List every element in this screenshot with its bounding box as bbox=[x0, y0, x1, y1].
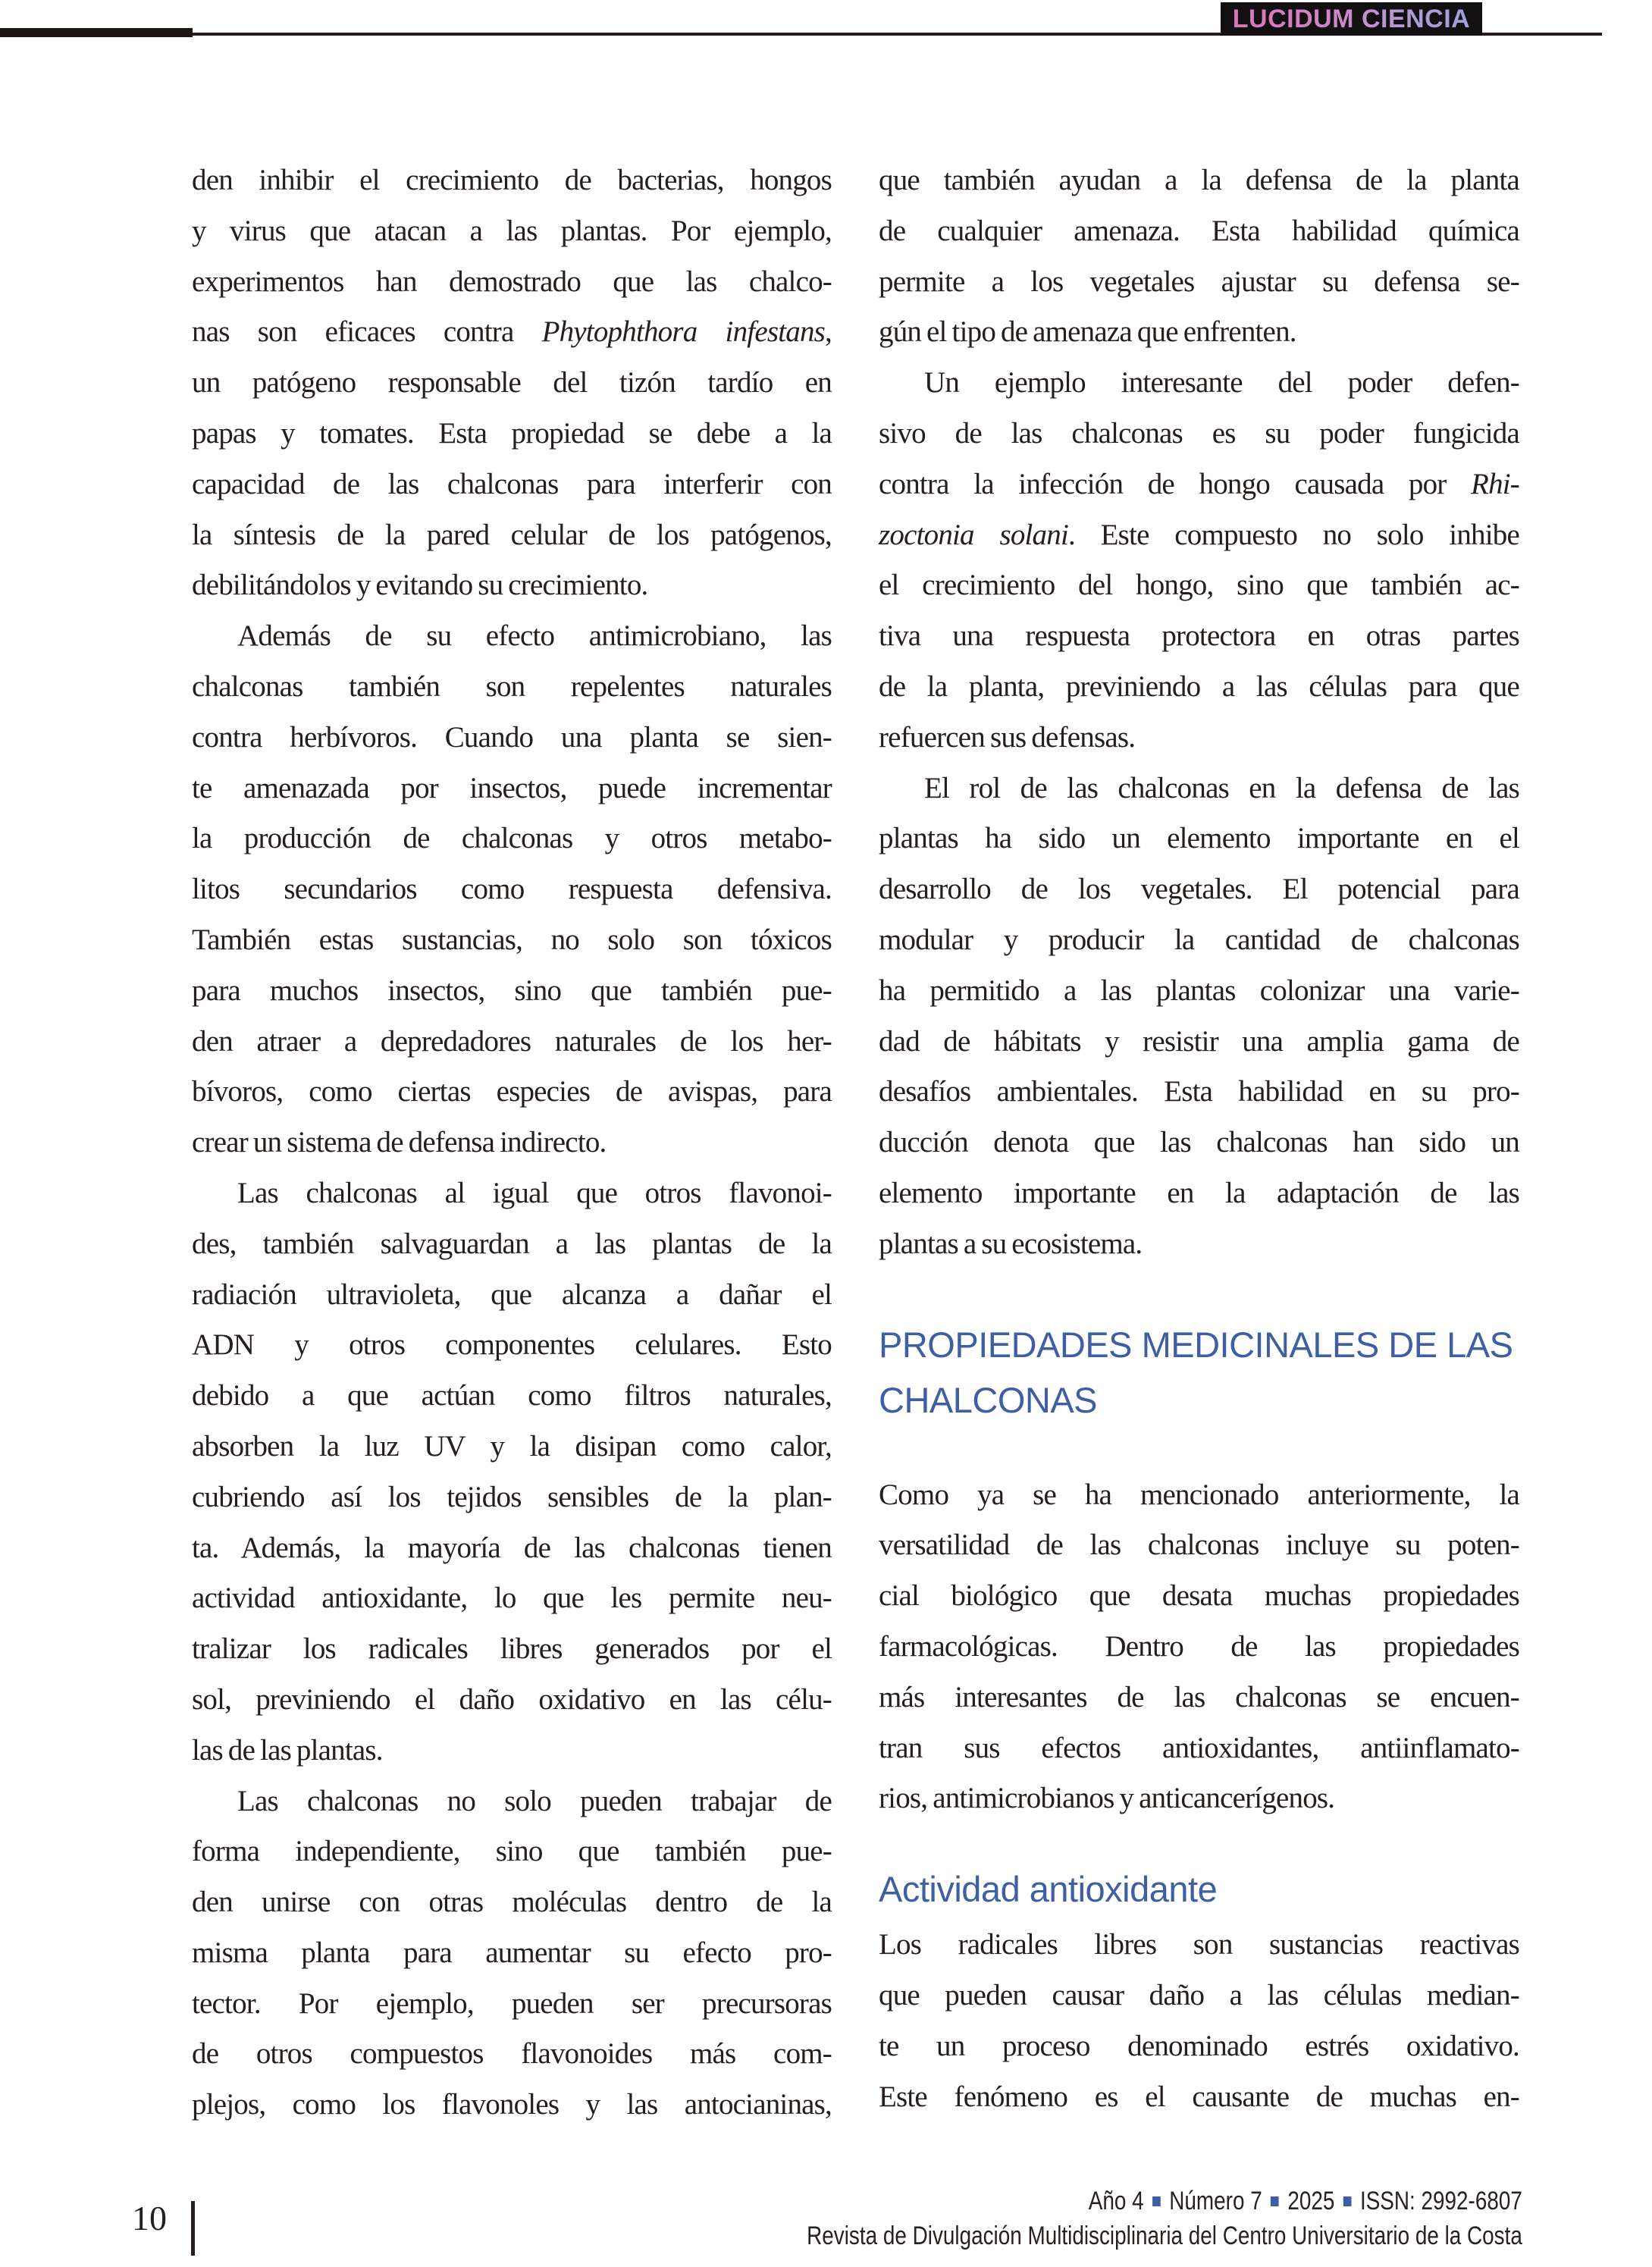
text-line bbox=[192, 1320, 832, 1371]
text-segment: ADN y otros componentes celulares. Esto bbox=[192, 1328, 832, 1362]
text-line bbox=[192, 1523, 832, 1574]
text-segment: cial biológico que desata muchas propiedades bbox=[879, 1579, 1519, 1613]
text-segment: plantas ha sido un elemento importante en el bbox=[879, 822, 1519, 855]
text-segment: versatilidad de las chalconas incluye su poten- bbox=[879, 1529, 1519, 1562]
text-line bbox=[192, 155, 832, 206]
text-line bbox=[879, 764, 1519, 814]
section-heading bbox=[879, 1317, 1519, 1428]
heading-line: PROPIEDADES MEDICINALES DE LAS bbox=[879, 1324, 1513, 1365]
text-line bbox=[879, 1017, 1519, 1068]
text-segment: El rol de las chalconas en la defensa de las bbox=[924, 771, 1519, 804]
text-line bbox=[879, 1067, 1519, 1118]
text-segment: litos secundarios como respuesta defensiva. bbox=[192, 873, 832, 906]
text-line bbox=[192, 510, 832, 561]
text-segment: crear un sistema de defensa indirecto. bbox=[192, 1126, 607, 1159]
italic-text-segment: Phytophthora infestans bbox=[541, 315, 826, 349]
paragraph bbox=[879, 1920, 1519, 2122]
text-segment: Este fenómeno es el causante de muchas en- bbox=[879, 2080, 1519, 2113]
text-line bbox=[192, 1270, 832, 1321]
paragraph bbox=[192, 155, 832, 611]
text-segment: actividad antioxidante, lo que les permite neu- bbox=[192, 1582, 832, 1615]
text-segment: elemento importante en la adaptación de las bbox=[879, 1176, 1519, 1209]
text-line bbox=[192, 1877, 832, 1928]
text-segment: contra la infección de hongo causada por bbox=[879, 467, 1472, 500]
text-line bbox=[879, 1920, 1519, 1971]
text-line bbox=[879, 1622, 1519, 1673]
text-segment: modular y producir la cantidad de chalconas bbox=[879, 923, 1519, 956]
text-segment: chalconas también son repelentes naturales bbox=[192, 669, 832, 703]
text-line bbox=[192, 611, 832, 662]
text-line bbox=[879, 915, 1519, 966]
text-line bbox=[192, 358, 832, 409]
text-line bbox=[879, 1470, 1519, 1521]
text-segment: tran sus efectos antioxidantes, antiinflamato- bbox=[879, 1731, 1519, 1764]
text-segment: farmacológicas. Dentro de las propiedades bbox=[879, 1629, 1519, 1663]
separator-square-icon bbox=[1343, 2196, 1352, 2206]
text-line bbox=[192, 1472, 832, 1523]
text-segment: un patógeno responsable del tizón tardío en bbox=[192, 366, 832, 400]
paragraph bbox=[192, 1168, 832, 1776]
text-line bbox=[192, 1624, 832, 1675]
text-segment: permite a los vegetales ajustar su defensa se- bbox=[879, 265, 1519, 298]
text-line bbox=[879, 814, 1519, 864]
text-line bbox=[879, 1168, 1519, 1219]
text-line bbox=[192, 2080, 832, 2131]
text-segment: te amenazada por insectos, puede incrementar bbox=[192, 771, 832, 804]
text-segment: También estas sustancias, no solo son tóxicos bbox=[192, 923, 832, 956]
text-segment: misma planta para aumentar su efecto pro- bbox=[192, 1936, 832, 1969]
text-segment: Los radicales libres son sustancias reactivas bbox=[879, 1928, 1519, 1961]
text-segment: que también ayudan a la defensa de la planta bbox=[879, 164, 1519, 196]
text-line bbox=[879, 358, 1519, 409]
text-segment: den unirse con otras moléculas dentro de la bbox=[192, 1886, 832, 1919]
text-segment: Las chalconas no solo pueden trabajar de bbox=[237, 1784, 832, 1817]
brand-box bbox=[1221, 2, 1482, 36]
footer-meta-item: Número 7 bbox=[1169, 2187, 1262, 2215]
text-segment: debido a que actúan como filtros naturales, bbox=[192, 1379, 832, 1413]
paragraph bbox=[879, 1470, 1519, 1825]
text-line bbox=[879, 510, 1519, 561]
subsection-heading bbox=[879, 1867, 1519, 1912]
text-line bbox=[879, 459, 1519, 510]
text-segment: tector. Por ejemplo, pueden ser precursoras bbox=[192, 1986, 832, 2020]
text-line bbox=[192, 814, 832, 864]
italic-text-segment: Rhi- bbox=[1471, 467, 1519, 500]
text-segment: de la planta, previniendo a las células para que bbox=[879, 669, 1519, 703]
text-segment: ducción denota que las chalconas han sido un bbox=[879, 1126, 1519, 1159]
text-line bbox=[192, 915, 832, 966]
text-segment: tralizar los radicales libres generados por el bbox=[192, 1632, 832, 1666]
footer-meta-item: ISSN: 2992-6807 bbox=[1360, 2187, 1522, 2215]
footer-journal-line: Revista de Divulgación Multidisciplinaria del Centro Universitario de la Costa bbox=[807, 2222, 1522, 2250]
text-segment: plantas a su ecosistema. bbox=[879, 1227, 1143, 1260]
text-line bbox=[879, 1520, 1519, 1571]
text-line bbox=[879, 1971, 1519, 2021]
text-line bbox=[879, 864, 1519, 915]
text-line bbox=[192, 1219, 832, 1270]
text-segment: papas y tomates. Esta propiedad se debe a la bbox=[192, 416, 832, 450]
text-segment: ha permitido a las plantas colonizar una varie- bbox=[879, 974, 1519, 1007]
text-line bbox=[879, 611, 1519, 662]
text-segment: experimentos han demostrado que las chalco- bbox=[192, 265, 832, 298]
text-line bbox=[192, 1422, 832, 1472]
text-line bbox=[192, 257, 832, 308]
left-text-column bbox=[192, 155, 832, 2131]
footer-right-block bbox=[807, 2184, 1522, 2253]
text-line bbox=[192, 1573, 832, 1624]
text-line bbox=[879, 2072, 1519, 2123]
paragraph bbox=[879, 155, 1519, 358]
text-line bbox=[192, 864, 832, 915]
text-segment: den inhibir el crecimiento de bacterias, hongos bbox=[192, 164, 832, 196]
paragraph bbox=[192, 611, 832, 1168]
text-line bbox=[879, 1118, 1519, 1168]
footer-meta-line bbox=[807, 2184, 1522, 2218]
text-segment: plejos, como los flavonoles y las antocianinas, bbox=[192, 2088, 832, 2121]
text-line bbox=[192, 764, 832, 814]
text-line bbox=[879, 1219, 1519, 1270]
text-segment: contra herbívoros. Cuando una planta se sien- bbox=[192, 720, 832, 754]
text-line bbox=[192, 966, 832, 1017]
text-line bbox=[879, 307, 1519, 358]
text-segment: más interesantes de las chalconas se encuen- bbox=[879, 1680, 1519, 1714]
text-line bbox=[192, 2029, 832, 2080]
text-segment: el crecimiento del hongo, sino que también ac- bbox=[879, 569, 1519, 602]
text-segment: absorben la luz UV y la disipan como calor, bbox=[192, 1429, 832, 1463]
text-segment: refuercen sus defensas. bbox=[879, 720, 1136, 754]
paragraph bbox=[192, 1776, 832, 2131]
footer-divider-bar bbox=[191, 2201, 195, 2256]
text-line bbox=[192, 1017, 832, 1068]
header-rule-thick bbox=[0, 28, 193, 37]
text-line bbox=[879, 2021, 1519, 2072]
text-segment: y virus que atacan a las plantas. Por ejemplo, bbox=[192, 214, 832, 247]
text-segment: tiva una respuesta protectora en otras partes bbox=[879, 619, 1519, 653]
right-text-column bbox=[879, 155, 1519, 2122]
text-segment: nas son eficaces contra bbox=[192, 315, 542, 349]
text-segment: que pueden causar daño a las células median- bbox=[879, 1978, 1519, 2011]
heading-line: Actividad antioxidante bbox=[879, 1869, 1218, 1910]
brand-logo-text: LUCIDUM CIENCIA bbox=[1232, 4, 1471, 33]
text-line bbox=[879, 1723, 1519, 1774]
separator-square-icon bbox=[1152, 2196, 1161, 2206]
footer-meta-item: Año 4 bbox=[1088, 2187, 1144, 2215]
text-line bbox=[879, 713, 1519, 764]
text-line bbox=[192, 1675, 832, 1726]
text-line bbox=[192, 307, 832, 358]
text-segment: dad de hábitats y resistir una amplia gama de bbox=[879, 1024, 1519, 1058]
text-line bbox=[879, 206, 1519, 257]
text-segment: Como ya se ha mencionado anteriormente, la bbox=[879, 1478, 1519, 1511]
text-line bbox=[879, 155, 1519, 206]
text-segment: rios, antimicrobianos y anticancerígenos. bbox=[879, 1782, 1335, 1815]
text-line bbox=[192, 1371, 832, 1422]
text-line bbox=[879, 409, 1519, 459]
footer-meta-item: 2025 bbox=[1287, 2187, 1335, 2215]
text-segment: desafíos ambientales. Esta habilidad en su pro- bbox=[879, 1075, 1519, 1108]
text-segment: para muchos insectos, sino que también pue- bbox=[192, 974, 832, 1007]
text-segment: sivo de las chalconas es su poder fungicida bbox=[879, 416, 1519, 450]
text-segment: des, también salvaguardan a las plantas de la bbox=[192, 1227, 832, 1260]
text-line bbox=[879, 1571, 1519, 1622]
text-segment: sol, previniendo el daño oxidativo en las célu- bbox=[192, 1682, 832, 1716]
text-segment: Las chalconas al igual que otros flavonoi- bbox=[237, 1176, 832, 1209]
text-line bbox=[879, 662, 1519, 713]
text-line bbox=[192, 1726, 832, 1776]
italic-text-segment: zoctonia solani bbox=[879, 518, 1068, 551]
text-line bbox=[192, 1168, 832, 1219]
text-line bbox=[192, 1067, 832, 1118]
text-segment: te un proceso denominado estrés oxidativo. bbox=[879, 2029, 1519, 2062]
text-line bbox=[192, 1826, 832, 1877]
paragraph bbox=[879, 764, 1519, 1270]
text-segment: desarrollo de los vegetales. El potencial para bbox=[879, 873, 1519, 906]
text-segment: forma independiente, sino que también pue- bbox=[192, 1835, 832, 1868]
text-line bbox=[192, 1776, 832, 1827]
text-line bbox=[879, 1673, 1519, 1723]
text-line bbox=[192, 409, 832, 459]
text-segment: capacidad de las chalconas para interferir con bbox=[192, 467, 832, 500]
text-line bbox=[192, 713, 832, 764]
text-segment: de otros compuestos flavonoides más com- bbox=[192, 2037, 832, 2071]
text-segment: , bbox=[825, 315, 832, 349]
text-line bbox=[192, 459, 832, 510]
text-segment: la síntesis de la pared celular de los patógenos, bbox=[192, 518, 832, 551]
text-line bbox=[192, 1979, 832, 2030]
text-line bbox=[192, 1118, 832, 1168]
text-segment: . Este compuesto no solo inhibe bbox=[1068, 518, 1519, 551]
paragraph bbox=[879, 358, 1519, 763]
text-line bbox=[192, 662, 832, 713]
text-line bbox=[192, 206, 832, 257]
text-segment: gún el tipo de amenaza que enfrenten. bbox=[879, 315, 1296, 349]
separator-square-icon bbox=[1271, 2196, 1279, 2206]
text-segment: debilitándolos y evitando su crecimiento. bbox=[192, 569, 648, 602]
text-segment: bívoros, como ciertas especies de avispas, para bbox=[192, 1075, 832, 1108]
text-segment: den atraer a depredadores naturales de los her- bbox=[192, 1024, 832, 1058]
text-segment: Un ejemplo interesante del poder defen- bbox=[924, 366, 1519, 400]
text-segment: Además de su efecto antimicrobiano, las bbox=[237, 619, 832, 653]
text-line bbox=[879, 560, 1519, 611]
text-line bbox=[879, 966, 1519, 1017]
text-line bbox=[192, 1928, 832, 1979]
text-segment: las de las plantas. bbox=[192, 1733, 383, 1767]
footer-page-number: 10 bbox=[132, 2199, 167, 2237]
text-segment: radiación ultravioleta, que alcanza a dañar el bbox=[192, 1278, 832, 1311]
text-segment: la producción de chalconas y otros metabo- bbox=[192, 822, 832, 855]
text-line bbox=[879, 1773, 1519, 1824]
heading-line: CHALCONAS bbox=[879, 1379, 1098, 1420]
text-segment: cubriendo así los tejidos sensibles de la plan- bbox=[192, 1480, 832, 1513]
text-segment: ta. Además, la mayoría de las chalconas tienen bbox=[192, 1531, 832, 1564]
text-line bbox=[192, 560, 832, 611]
text-line bbox=[879, 257, 1519, 308]
text-segment: de cualquier amenaza. Esta habilidad química bbox=[879, 214, 1519, 247]
